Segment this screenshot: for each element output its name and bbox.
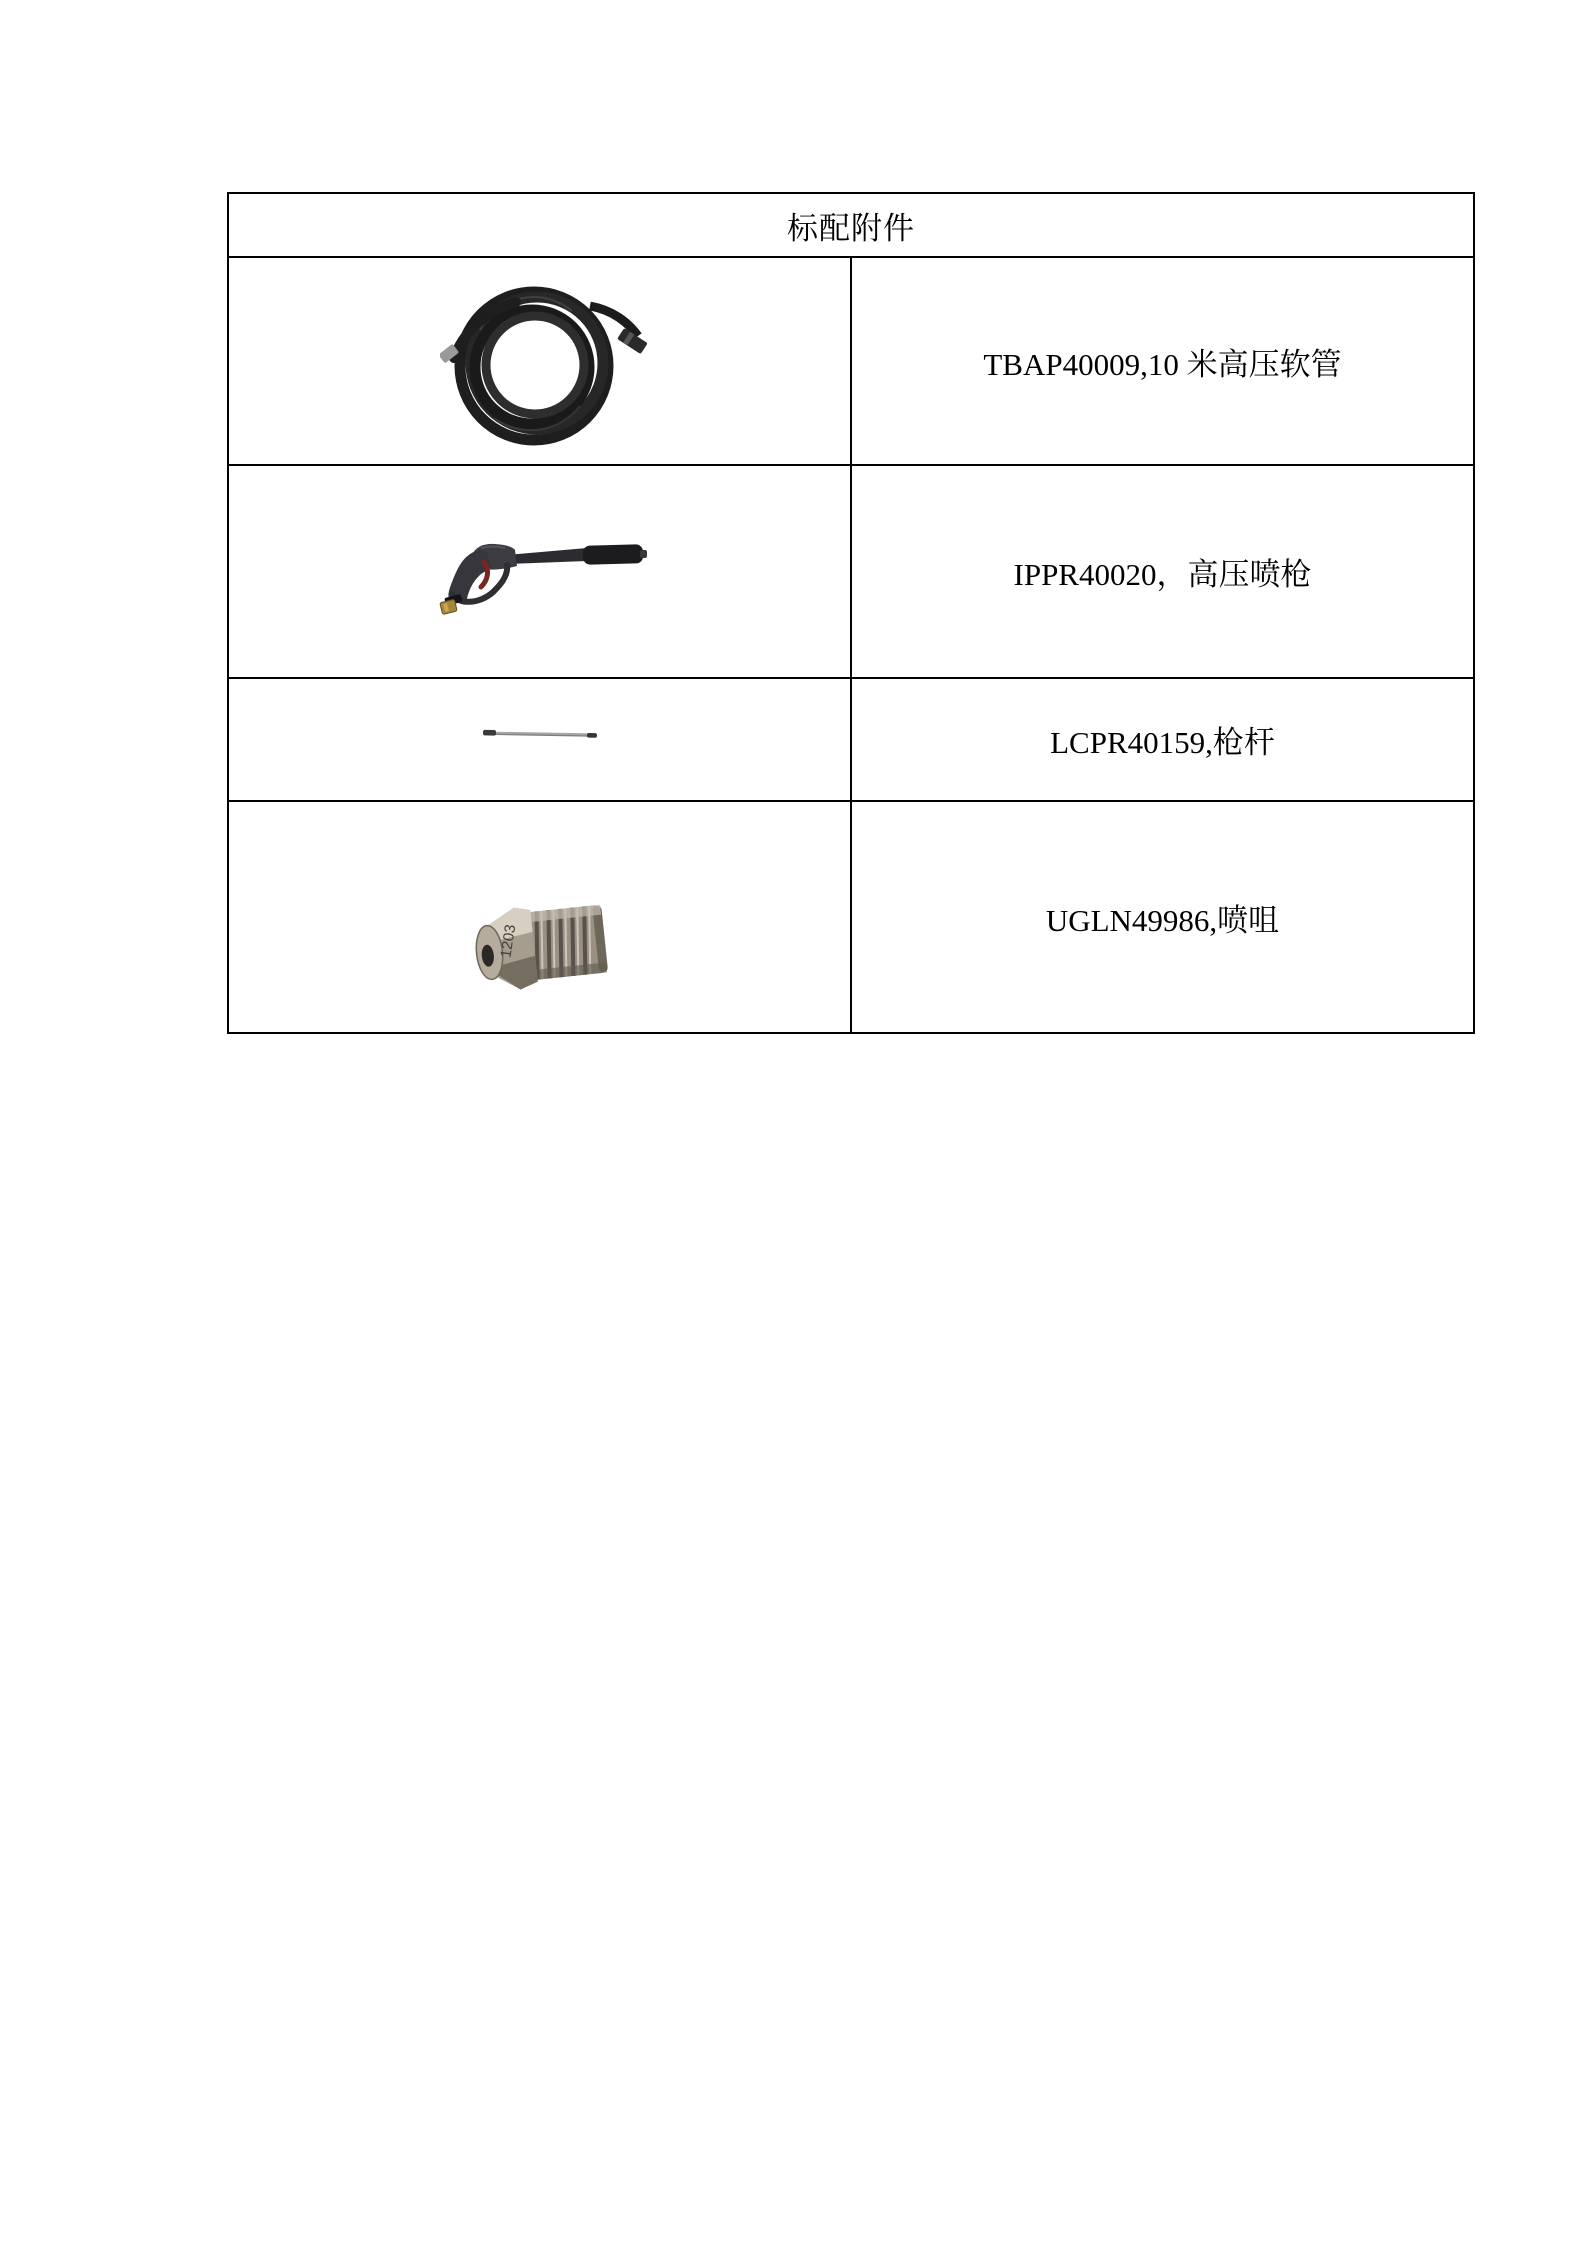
table-title	[229, 194, 1473, 258]
table-row	[229, 802, 1473, 1032]
product-label-cell	[852, 679, 1473, 800]
product-image-cell	[229, 258, 852, 464]
product-label-cell	[852, 802, 1473, 1032]
spray-gun-image	[435, 540, 650, 616]
spray-nozzle-image	[472, 897, 612, 993]
table-row	[229, 466, 1473, 679]
product-label-cell	[852, 258, 1473, 464]
product-image-cell	[229, 802, 852, 1032]
accessory-label: TBAP40009,10 米高压软管	[983, 346, 1342, 382]
product-label-cell	[852, 466, 1473, 677]
product-image-cell	[229, 679, 852, 800]
high-pressure-hose-image	[440, 278, 652, 450]
accessory-label: IPPR40020，高压喷枪	[1013, 557, 1312, 592]
table-row	[229, 258, 1473, 466]
accessory-label: LCPR40159,枪杆	[1050, 725, 1275, 760]
table-row	[229, 679, 1473, 802]
accessory-label: UGLN49986,喷咀	[1045, 902, 1280, 938]
table-title-text: 标配附件	[787, 210, 915, 246]
product-image-cell	[229, 466, 852, 677]
spray-lance-image	[483, 727, 599, 741]
nozzle-marking-text: 1203	[497, 923, 520, 960]
accessories-table	[227, 192, 1475, 1034]
